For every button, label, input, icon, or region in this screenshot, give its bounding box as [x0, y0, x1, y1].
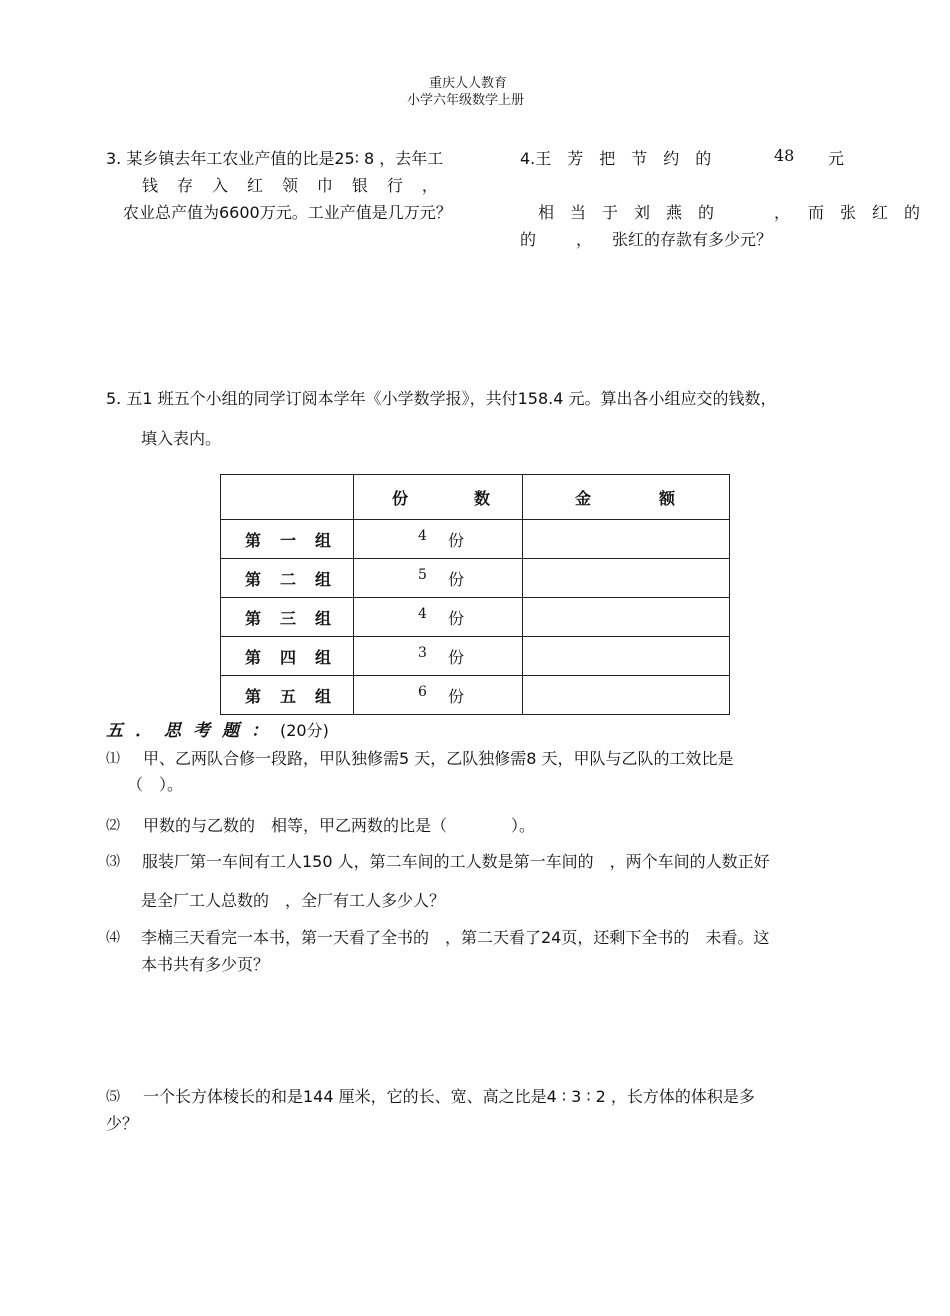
- count-unit: 份: [447, 686, 464, 706]
- count-value: 6: [418, 683, 427, 700]
- group-char: 二: [279, 569, 296, 589]
- table-row: [221, 559, 730, 598]
- header-char: 数: [473, 488, 490, 508]
- q4-line-3: [538, 200, 936, 223]
- q3-word: 巾: [316, 176, 333, 195]
- count-value: 5: [418, 566, 427, 583]
- q3-line-3: 农业总产值为6600万元。工业产值是几万元？: [123, 203, 452, 222]
- think-3-number: ⑶: [106, 854, 120, 870]
- group-char: 第: [245, 569, 262, 589]
- group-char: 四: [279, 647, 296, 667]
- table-header-empty: [221, 475, 354, 520]
- group-char: 三: [279, 608, 296, 628]
- q4-line-1: [520, 146, 850, 169]
- section-5-points: (20分): [280, 721, 329, 740]
- header-line-1: 重庆人人教育: [429, 76, 508, 91]
- group-char: 组: [314, 647, 331, 667]
- think-3-line-1: 服装厂第一车间有工人150 人，第二车间的工人数是第一车间的 ，两个车间的人数正好: [142, 852, 770, 871]
- q4-line4-c: 张红的存款有多少元？: [612, 230, 773, 249]
- table-row: [221, 676, 730, 715]
- q3-word: 领: [281, 176, 298, 195]
- group-cell: [221, 598, 354, 637]
- q3-line-2: [142, 173, 438, 196]
- amount-cell[interactable]: [523, 520, 730, 559]
- think-2-line-1: 甲数的与乙数的 相等，甲乙两数的比是（ ）。: [143, 816, 536, 835]
- count-unit: 份: [447, 569, 464, 589]
- count-value: 4: [418, 527, 427, 544]
- group-char: 组: [314, 530, 331, 550]
- q5-line-2: 填入表内。: [141, 429, 222, 448]
- q4-line3-a: 相 当 于 刘 燕 的: [538, 203, 715, 222]
- count-unit: 份: [447, 530, 464, 550]
- amount-cell[interactable]: [523, 559, 730, 598]
- q4-line3-b: ，: [774, 203, 791, 222]
- count-cell: [354, 598, 523, 637]
- header-char: 金: [575, 488, 592, 508]
- q4-unit: 元: [828, 149, 845, 168]
- table-row: [221, 637, 730, 676]
- think-5-number: ⑸: [106, 1089, 120, 1105]
- group-cell: [221, 676, 354, 715]
- table-row: [221, 520, 730, 559]
- group-char: 第: [245, 608, 262, 628]
- group-char: 一: [279, 530, 296, 550]
- header-line-2: 小学六年级数学上册: [407, 93, 525, 108]
- think-1-line-2: （ ）。: [127, 775, 184, 794]
- q3-word: 行: [386, 176, 403, 195]
- group-char: 第: [245, 530, 262, 550]
- count-value: 4: [418, 605, 427, 622]
- q3-word: 存: [176, 176, 193, 195]
- header-char: 份: [392, 488, 409, 508]
- count-cell: [354, 676, 523, 715]
- count-cell: [354, 637, 523, 676]
- think-3-line-2: 是全厂工人总数的 ，全厂有工人多少人？: [141, 891, 446, 910]
- group-char: 第: [245, 647, 262, 667]
- group-char: 组: [314, 686, 331, 706]
- subscription-table: [220, 474, 730, 715]
- table-header-copies: [354, 475, 523, 520]
- think-4-line-1: 李楠三天看完一本书，第一天看了全书的 ，第二天看了24页，还剩下全书的 未看。这: [141, 928, 770, 947]
- group-char: 第: [245, 686, 262, 706]
- group-cell: [221, 520, 354, 559]
- q4-line-4: [520, 227, 820, 250]
- think-1-number: ⑴: [106, 751, 120, 767]
- group-char: 组: [314, 569, 331, 589]
- q3-word: 银: [351, 176, 368, 195]
- table-row: [221, 598, 730, 637]
- think-2-number: ⑵: [106, 818, 120, 834]
- amount-cell[interactable]: [523, 676, 730, 715]
- count-cell: [354, 559, 523, 598]
- group-char: 五: [279, 686, 296, 706]
- header-char: 额: [658, 488, 675, 508]
- think-5-line-1: 一个长方体棱长的和是144 厘米，它的长、宽、高之比是4 ∶ 3 ∶ 2 ，长方体的体积是多: [143, 1087, 755, 1106]
- count-unit: 份: [447, 647, 464, 667]
- q4-line4-a: 的: [520, 230, 537, 249]
- q4-line4-b: ，: [576, 230, 593, 249]
- group-cell: [221, 559, 354, 598]
- q4-text-1: 4.王 芳 把 节 约 的: [520, 149, 712, 168]
- q5-line-1: 5. 五1 班五个小组的同学订阅本学年《小学数学报》，共付158.4 元。算出各小组应交的钱数，: [106, 389, 777, 408]
- q4-amount: 48: [774, 146, 795, 165]
- q3-line-1: 3. 某乡镇去年工农业产值的比是25∶ 8 ，去年工: [106, 149, 444, 168]
- count-value: 3: [418, 644, 427, 661]
- think-4-number: ⑷: [106, 930, 120, 946]
- think-5-line-2: 少？: [106, 1114, 139, 1133]
- section-5-title: 五．思考题：: [106, 721, 280, 741]
- think-1-line-1: 甲、乙两队合修一段路，甲队独修需5 天，乙队独修需8 天，甲队与乙队的工效比是: [143, 749, 734, 768]
- amount-cell[interactable]: [523, 637, 730, 676]
- q3-word: ，: [421, 176, 438, 195]
- amount-cell[interactable]: [523, 598, 730, 637]
- table-header-amount: [523, 475, 730, 520]
- q3-word: 入: [211, 176, 228, 195]
- count-cell: [354, 520, 523, 559]
- q4-line3-c: 而 张 红 的: [808, 203, 921, 222]
- group-cell: [221, 637, 354, 676]
- table-header-row: [221, 475, 730, 520]
- group-char: 组: [314, 608, 331, 628]
- section-5-heading: [106, 716, 329, 741]
- think-4-line-2: 本书共有多少页？: [141, 955, 270, 974]
- q3-word: 红: [246, 176, 263, 195]
- q3-word: 钱: [142, 176, 159, 195]
- count-unit: 份: [447, 608, 464, 628]
